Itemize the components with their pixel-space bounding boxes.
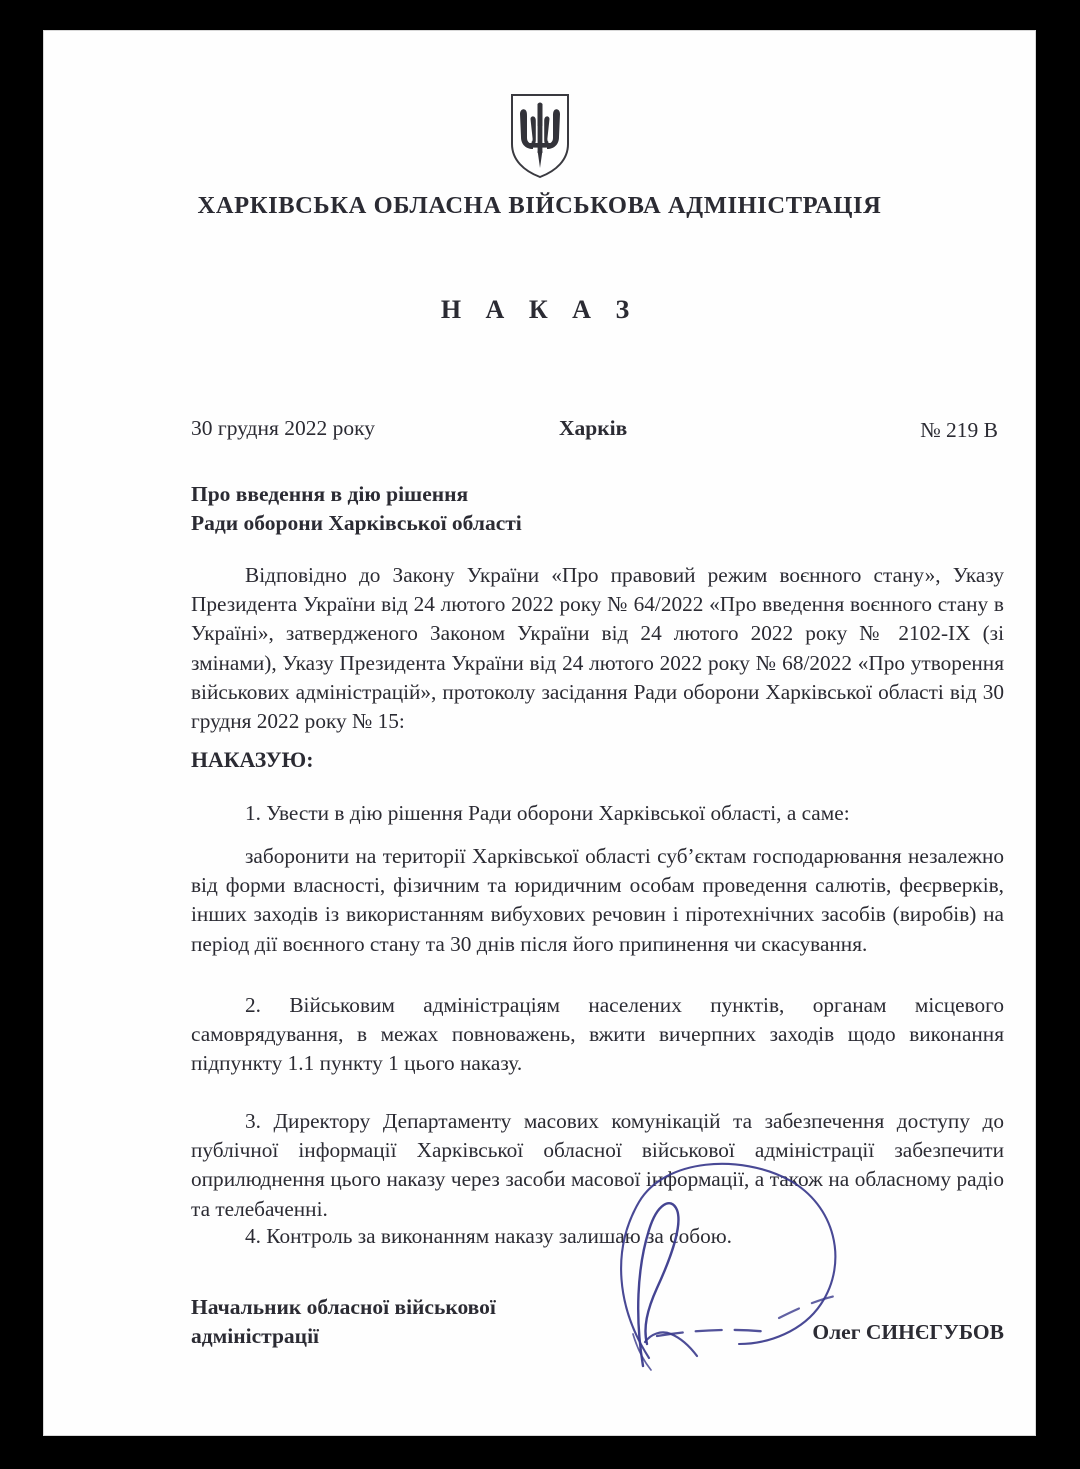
ukrainian-trident-emblem bbox=[509, 92, 571, 180]
document-date: 30 грудня 2022 року bbox=[191, 416, 376, 440]
order-item-2: 2. Військовим адміністраціям населених пунктів, органам місцевого самоврядування, в межах повноважень, вжити вичерпних заходів щодо виконання підпункту 1.1 пункту 1 цього наказу. bbox=[191, 993, 1004, 1076]
document-type-title: Н А К А З bbox=[440, 295, 639, 324]
order-item-4: 4. Контроль за виконанням наказу залишаю за собою. bbox=[245, 1224, 732, 1248]
organisation-name: ХАРКІВСЬКА ОБЛАСНА ВІЙСЬКОВА АДМІНІСТРАЦІЯ bbox=[197, 192, 882, 219]
order-item-1: 1. Увести в дію рішення Ради оборони Харківської області, а саме: bbox=[245, 801, 850, 825]
document-place: Харків bbox=[559, 416, 628, 440]
subject-line-1: Про введення в дію рішення bbox=[191, 482, 469, 506]
signatory-name: Олег СИНЄГУБОВ bbox=[812, 1320, 1004, 1344]
order-item-3: 3. Директору Департаменту масових комунікацій та забезпечення доступу до публічної інформації Харківської обласної військової адміністрації забезпечити оприлюднення цього наказу через засоби масової інформації, а також на обласному радіо та телебаченні. bbox=[191, 1109, 1004, 1221]
page-content bbox=[43, 30, 1036, 1436]
signatory-title bbox=[191, 1293, 496, 1351]
subject-line-2: Ради оборони Харківської області bbox=[191, 511, 522, 535]
preamble-paragraph: Відповідно до Закону України «Про правовий режим воєнного стану», Указу Президента України від 24 лютого 2022 року № 64/2022 «Про введення воєнного стану в Україні», затвердженого Законом України від 24 лютого 2022 року № 2102-IX (зі змінами), Указу Президента України від 24 лютого 2022 року № 68/2022 «Про утворення військових адміністрацій», протоколу засідання Ради оборони Харківської області від 30 грудня 2022 року № 15: bbox=[191, 563, 1004, 734]
signatory-title-line-1: Начальник обласної військової bbox=[191, 1295, 496, 1319]
document-subject bbox=[191, 480, 996, 538]
order-keyword: НАКАЗУЮ: bbox=[191, 748, 314, 772]
signatory-title-line-2: адміністрації bbox=[191, 1324, 320, 1348]
order-item-1-1: заборонити на території Харківської області суб’єктам господарювання незалежно від форми власності, фізичним та юридичним особам проведення салютів, феєрверків, інших заходів із використанням вибухових речовин і піротехнічних засобів (виробів) на період дії воєнного стану та 30 днів після його припинення чи скасування. bbox=[191, 844, 1004, 956]
document-meta-row bbox=[191, 416, 1018, 446]
document-page bbox=[43, 30, 1036, 1436]
document-number: № 219 В bbox=[920, 418, 998, 442]
emblem-container bbox=[43, 92, 1036, 180]
